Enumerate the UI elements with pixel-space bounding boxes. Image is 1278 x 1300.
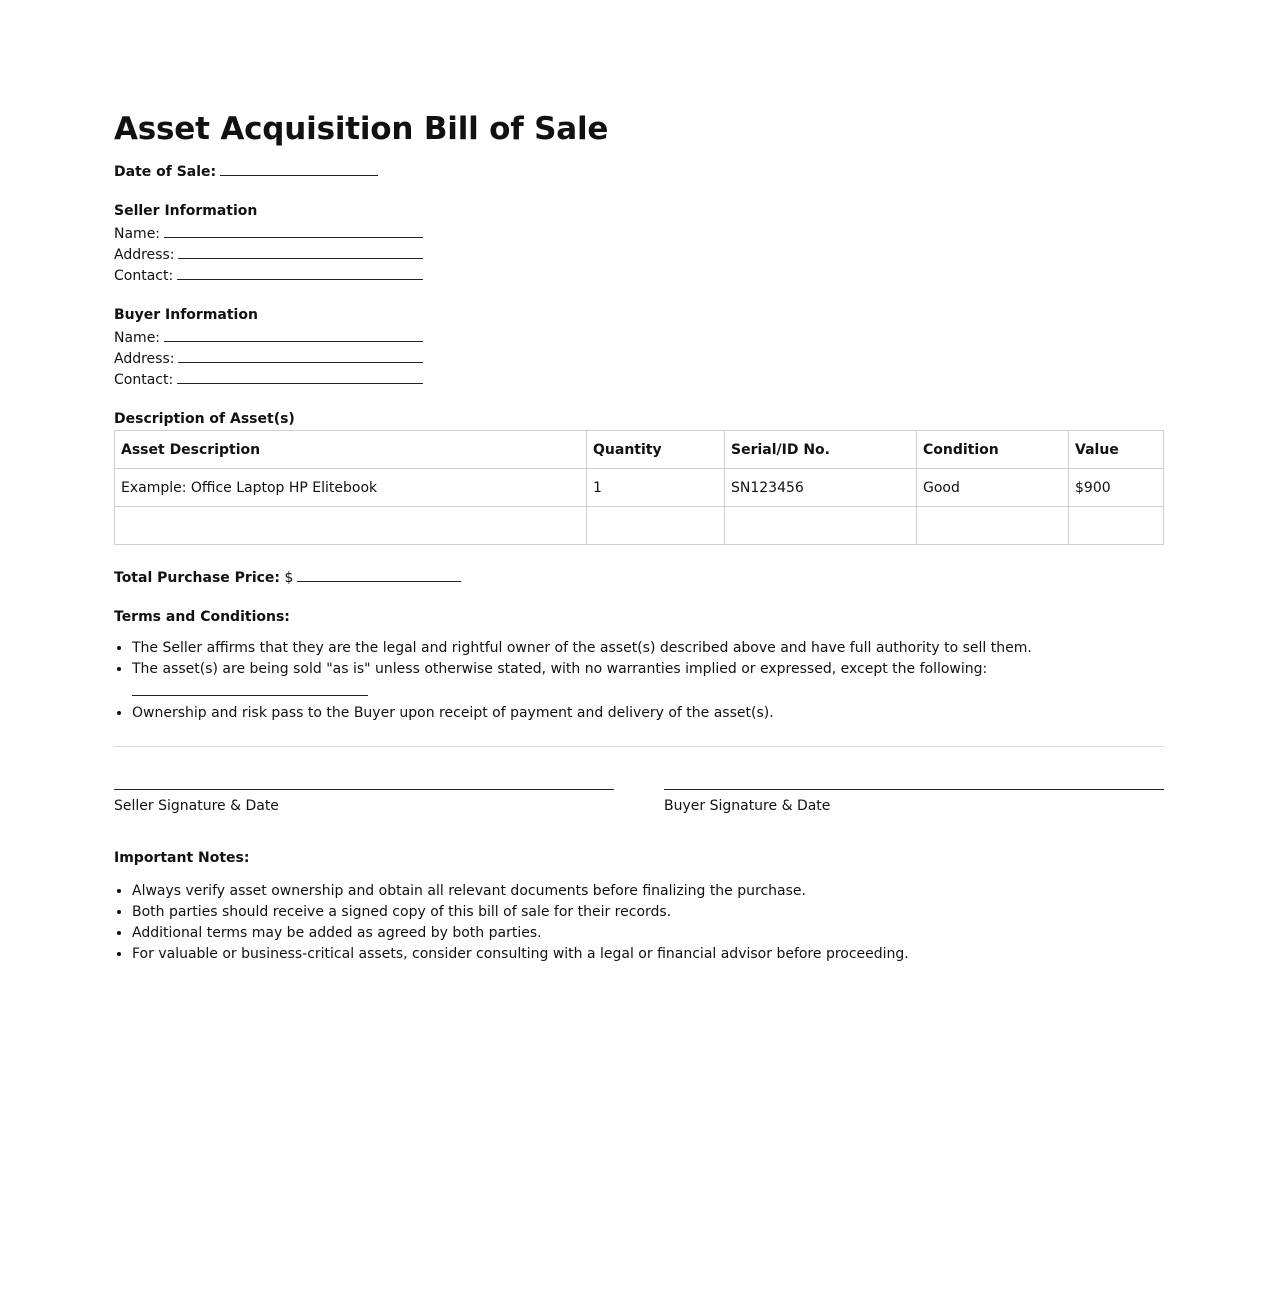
buyer-address-row [114,347,1164,368]
seller-address-field[interactable] [178,243,423,259]
seller-address-row [114,243,1164,264]
seller-address-label: Address: [114,247,175,263]
currency-symbol: $ [284,570,294,586]
total-price-field[interactable] [297,566,461,582]
terms-list [114,638,1164,724]
buyer-signature-block [664,789,1164,816]
date-of-sale-label: Date of Sale: [114,164,217,180]
buyer-contact-row [114,368,1164,389]
divider [114,746,1164,747]
seller-signature-line[interactable] [114,789,614,790]
bill-of-sale-document [114,108,1164,965]
buyer-signature-line[interactable] [664,789,1164,790]
table-cell[interactable] [587,507,725,545]
warranty-exceptions-field[interactable] [132,680,368,696]
table-cell[interactable] [115,507,587,545]
seller-name-row [114,222,1164,243]
seller-name-label: Name: [114,226,161,242]
buyer-name-row [114,326,1164,347]
assets-table [114,430,1164,545]
table-cell[interactable]: SN123456 [725,469,917,507]
assets-heading: Description of Asset(s) [114,411,295,427]
buyer-contact-field[interactable] [177,368,423,384]
table-cell[interactable]: 1 [587,469,725,507]
column-header: Asset Description [115,431,587,469]
column-header: Quantity [587,431,725,469]
buyer-signature-label: Buyer Signature & Date [664,798,831,814]
seller-signature-label: Seller Signature & Date [114,798,279,814]
seller-name-field[interactable] [164,222,423,238]
notes-list [114,881,1164,965]
table-cell[interactable]: $900 [1069,469,1164,507]
table-header-row [115,431,1164,469]
notes-heading: Important Notes: [114,850,250,866]
date-of-sale-row [114,160,1164,181]
table-cell[interactable]: Example: Office Laptop HP Elitebook [115,469,587,507]
list-item: • Both parties should receive a signed copy of this bill of sale for their records. [132,902,1164,923]
list-item-text: The asset(s) are being sold "as is" unless otherwise stated, with no warranties implied or expressed, except the following: [132,661,988,677]
list-item: • Always verify asset ownership and obtain all relevant documents before finalizing the purchase. [132,881,1164,902]
column-header: Condition [917,431,1069,469]
buyer-address-label: Address: [114,351,175,367]
buyer-heading: Buyer Information [114,307,258,323]
table-row [115,507,1164,545]
page-title: Asset Acquisition Bill of Sale [114,111,609,147]
table-cell[interactable] [725,507,917,545]
table-cell[interactable]: Good [917,469,1069,507]
total-price-row [114,566,1164,587]
list-item: • Ownership and risk pass to the Buyer upon receipt of payment and delivery of the asset(s). [132,703,1164,724]
seller-signature-block [114,789,614,816]
date-of-sale-field[interactable] [220,160,378,176]
table-row [115,469,1164,507]
seller-contact-label: Contact: [114,268,174,284]
buyer-name-label: Name: [114,330,161,346]
buyer-name-field[interactable] [164,326,423,342]
column-header: Serial/ID No. [725,431,917,469]
table-cell[interactable] [1069,507,1164,545]
terms-heading: Terms and Conditions: [114,609,290,625]
buyer-address-field[interactable] [178,347,423,363]
seller-heading: Seller Information [114,203,258,219]
list-item: • For valuable or business-critical assets, consider consulting with a legal or financial advisor before proceeding. [132,944,1164,965]
list-item: • Additional terms may be added as agreed by both parties. [132,923,1164,944]
table-cell[interactable] [917,507,1069,545]
column-header: Value [1069,431,1164,469]
list-item [132,659,1164,703]
total-price-label: Total Purchase Price: [114,570,281,586]
seller-contact-row [114,264,1164,285]
seller-contact-field[interactable] [177,264,423,280]
signature-row [114,789,1164,816]
buyer-contact-label: Contact: [114,372,174,388]
list-item: • The Seller affirms that they are the legal and rightful owner of the asset(s) described above and have full authority to sell them. [132,638,1164,659]
